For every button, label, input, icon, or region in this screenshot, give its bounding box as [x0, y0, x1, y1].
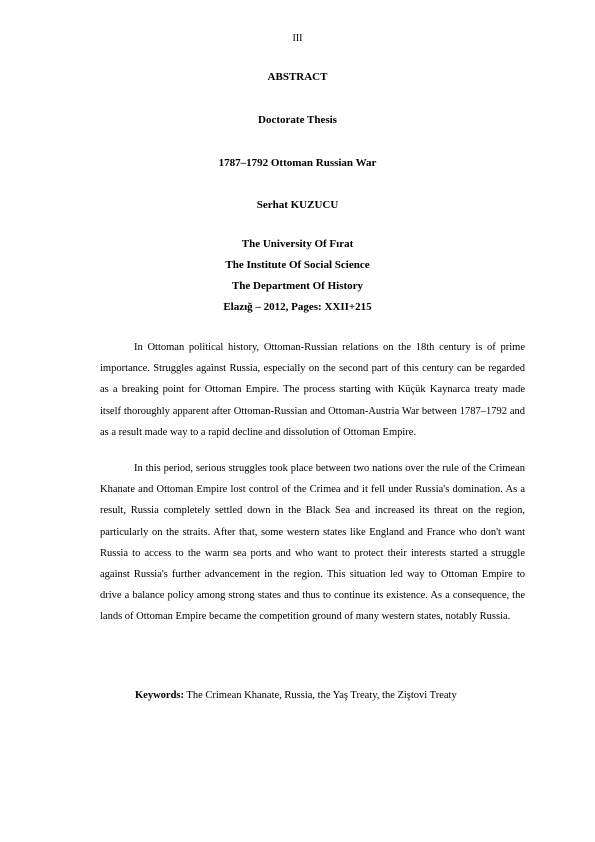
keywords-label: Keywords:	[135, 690, 184, 701]
keywords-text: The Crimean Khanate, Russia, the Yaş Treaty, the Ziştovi Treaty	[184, 690, 457, 701]
author-name: Serhat KUZUCU	[256, 199, 339, 211]
thesis-type: Doctorate Thesis	[258, 114, 337, 126]
thesis-title: 1787–1792 Ottoman Russian War	[218, 157, 377, 169]
department-name: The Department Of History	[231, 280, 364, 292]
university-name: The University Of Fırat	[241, 238, 354, 250]
abstract-paragraph-1: In Ottoman political history, Ottoman-Russian relations on the 18th century is of prime importance. Struggles against Russia, especially on the second part of this century can be regarded as a breaking point for Ottoman Empire. The process starting with Küçük Kaynarca treaty made itself thoroughly apparent after Ottoman-Russian and Ottoman-Austria War between 1787–1792 and as a result made way to a rapid decline and dissolution of Ottoman Empire.	[100, 342, 525, 438]
abstract-paragraph-2: In this period, serious struggles took place between two nations over the rule of the Crimean Khanate and Ottoman Empire lost control of the Crimea and it fell under Russia's domination. As a result, Russia completely settled down in the Black Sea and increased its threat on the region, particularly on the straits. After that, some western states like England and France who don't want Russia to access to the warm sea ports and who want to protect their interests started a struggle against Russia's further advancement in the region. This situation led way to Ottoman Empire to drive a balance policy among strong states and thus to continue its existence. As a consequence, the lands of Ottoman Empire became the competition ground of many western states, notably Russia.	[100, 463, 525, 623]
keywords-line	[135, 690, 555, 701]
institute-name: The Institute Of Social Science	[225, 259, 370, 271]
page-number: III	[292, 33, 303, 44]
abstract-heading: ABSTRACT	[267, 71, 328, 83]
place-year-pages: Elazığ – 2012, Pages: XXII+215	[223, 301, 372, 313]
